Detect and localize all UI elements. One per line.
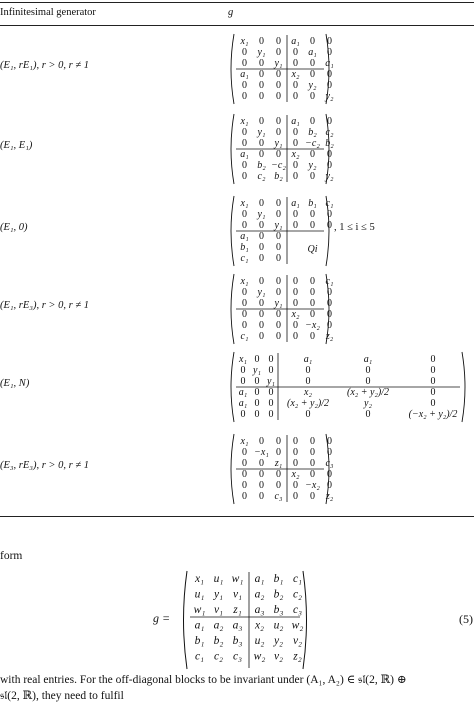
matrix-entry: (x₂ + y₂)/2 [286,398,330,409]
matrix-entry: 0 [293,160,298,171]
matrix-entry: 0 [293,331,298,342]
matrix-svg-E1N [228,350,468,426]
matrix-entry: u₁ [194,588,205,601]
matrix-entry: 0 [430,354,436,365]
matrix-entry: 0 [310,276,315,287]
matrix-entry: x₁ [240,116,249,127]
matrix-entry: 0 [259,480,264,491]
matrix-entry: y₂ [325,171,334,182]
matrix-entry: x₂ [291,69,300,80]
matrix-entry: a₁ [291,198,300,209]
matrix-entry: 0 [276,320,281,331]
matrix-entry: y₂ [273,635,284,647]
matrix-entry: 0 [327,480,332,491]
matrix-entry: 0 [310,458,315,469]
matrix-entry: y₂ [364,398,372,409]
matrix-entry: 0 [254,376,260,387]
matrix-entry: a₃ [254,604,265,616]
matrix-entry: 0 [259,116,264,127]
matrix-entry: 0 [310,171,315,182]
matrix-entry: 0 [276,436,281,447]
matrix-entry: 0 [310,209,315,220]
matrix-entry: 0 [310,447,315,458]
matrix-entry: y₂ [308,160,317,171]
matrix-entry: 0 [276,253,281,264]
matrix-entry: a₁ [308,47,317,58]
matrix-entry: z₂ [293,650,302,663]
left-paren [231,274,234,344]
matrix-entry: 0 [240,409,246,420]
matrix-entry: 0 [276,36,281,47]
matrix-entry: x₂ [291,469,300,480]
matrix-entry: a₁ [238,387,248,398]
left-paren [231,196,234,266]
matrix-entry: 0 [430,365,436,376]
matrix-entry: z₂ [325,491,334,502]
matrix-entry: x₁ [240,198,249,209]
left-paren [231,434,234,504]
table-header-rule [0,25,474,26]
matrix-entry: (−x₂ + y₂)/2 [408,409,458,420]
matrix-entry: 0 [293,47,298,58]
matrix-entry: 0 [259,320,264,331]
matrix-entry: 0 [276,480,281,491]
matrix-entry: 0 [242,58,247,69]
matrix-entry: 0 [310,469,315,480]
matrix-entry: c₁ [292,573,303,585]
matrix-entry: x₁ [240,436,249,447]
matrix-entry: x₁ [194,573,205,585]
matrix-entry: 0 [240,365,246,376]
matrix-entry: 0 [305,365,311,376]
matrix-entry: 0 [268,409,274,420]
matrix-entry: 0 [327,149,332,160]
matrix-E3rE3 [228,432,332,508]
matrix-entry: 0 [310,91,315,102]
matrix-entry: 0 [276,91,281,102]
matrix-entry: 0 [276,276,281,287]
matrix-entry: y₁ [274,220,283,231]
matrix-entry: 0 [293,171,298,182]
matrix-entry: 0 [242,298,247,309]
general-matrix [180,569,310,671]
row-label-E1rE3: (E₁, rE₃), r > 0, r ≠ 1 [0,300,89,311]
matrix-entry: 0 [365,365,371,376]
matrix-entry: b₁ [273,573,284,585]
matrix-entry: 0 [259,491,264,502]
left-paren [184,571,188,669]
matrix-entry: 0 [259,58,264,69]
matrix-entry: c₃ [325,458,334,469]
right-paren [303,571,307,669]
matrix-entry: 0 [259,458,264,469]
matrix-entry: −c₂ [305,138,320,149]
matrix-entry: 0 [276,331,281,342]
matrix-entry: 0 [276,127,281,138]
matrix-entry: 0 [310,149,315,160]
matrix-entry: 0 [240,376,246,387]
matrix-entry: 0 [327,320,332,331]
matrix-entry: 0 [259,149,264,160]
matrix-entry: w₂ [291,619,304,632]
matrix-entry: 0 [242,47,247,58]
matrix-entry: v₂ [273,650,284,663]
matrix-entry: 0 [276,447,281,458]
matrix-E1rE3 [228,272,332,348]
matrix-entry: 0 [259,80,264,91]
matrix-entry: 0 [242,491,247,502]
matrix-entry: u₂ [273,619,284,632]
matrix-entry: 0 [327,80,332,91]
matrix-E1E1 [228,112,332,188]
table-bottom-rule [0,516,474,517]
matrix-entry: 0 [276,116,281,127]
matrix-entry: 0 [293,276,298,287]
matrix-entry: 0 [276,149,281,160]
matrix-entry: 0 [242,320,247,331]
matrix-entry: 0 [430,376,436,387]
matrix-entry: b₃ [232,635,243,647]
matrix-entry: c₁ [240,253,249,264]
matrix-entry: 0 [293,209,298,220]
matrix-entry: b₃ [273,604,284,616]
matrix-entry: 0 [310,436,315,447]
matrix-entry: a₁ [240,69,249,80]
matrix-entry: a₂ [254,588,265,601]
matrix-entry: v₂ [292,635,303,647]
matrix-entry: y₂ [308,80,317,91]
matrix-entry: 0 [293,91,298,102]
matrix-entry: v₁ [232,588,243,601]
matrix-entry: 0 [276,80,281,91]
left-paren [231,34,234,104]
matrix-svg-E1rE1 [228,32,332,108]
matrix-entry: c₂ [325,127,334,138]
matrix-entry: 0 [293,480,298,491]
matrix-entry: 0 [259,69,264,80]
matrix-entry: 0 [293,287,298,298]
matrix-entry: b₂ [257,160,266,171]
matrix-entry: 0 [327,447,332,458]
matrix-E10 [228,194,332,270]
block-Qi: Qi [307,244,318,255]
matrix-entry: −c₂ [271,160,286,171]
matrix-entry: 0 [242,287,247,298]
matrix-entry: 0 [310,36,315,47]
matrix-entry: x₂ [291,309,300,320]
matrix-entry: z₁ [274,458,283,469]
matrix-entry: 0 [276,242,281,253]
matrix-entry: u₁ [213,573,224,585]
matrix-entry: −x₂ [305,320,320,331]
matrix-entry: 0 [293,138,298,149]
matrix-entry: 0 [276,231,281,242]
matrix-entry: 0 [259,36,264,47]
matrix-entry: a₁ [291,116,300,127]
matrix-entry: y₁ [274,58,283,69]
matrix-entry: 0 [327,220,332,231]
matrix-entry: b₂ [273,588,284,601]
matrix-entry: a₁ [303,354,313,365]
matrix-entry: 0 [259,138,264,149]
matrix-entry: 0 [242,138,247,149]
matrix-entry: 0 [293,491,298,502]
paragraph-line-2: 𝔰𝔩(2, ℝ), they need to fulfil [0,690,124,702]
matrix-entry: c₂ [292,588,303,601]
matrix-entry: 0 [293,436,298,447]
matrix-entry: 0 [259,436,264,447]
matrix-entry: y₂ [325,91,334,102]
matrix-entry: 0 [430,387,436,398]
matrix-entry: 0 [242,91,247,102]
matrix-entry: 0 [259,469,264,480]
matrix-entry: a₁ [240,231,249,242]
matrix-entry: 0 [327,36,332,47]
matrix-entry: y₁ [257,287,266,298]
matrix-entry: 0 [327,69,332,80]
matrix-entry: c₁ [325,198,334,209]
matrix-entry: 0 [310,116,315,127]
matrix-entry: 0 [327,47,332,58]
paragraph-line-1: with real entries. For the off-diagonal blocks to be invariant under (A₁, A₂) ∈ 𝔰𝔩(2, ℝ) ⊕ [0,674,407,686]
matrix-entry: y₁ [274,138,283,149]
table-top-rule [0,2,474,3]
matrix-entry: 0 [276,47,281,58]
matrix-entry: 0 [259,309,264,320]
matrix-entry: 0 [276,309,281,320]
matrix-entry: u₂ [254,635,265,647]
matrix-entry: c₁ [325,276,334,287]
matrix-entry: 0 [268,387,274,398]
matrix-entry: b₂ [213,635,224,647]
matrix-entry: 0 [242,309,247,320]
matrix-svg-E1rE3 [228,272,332,348]
matrix-entry: 0 [259,242,264,253]
matrix-entry: c₂ [213,650,224,663]
matrix-entry: y₁ [213,588,224,601]
matrix-entry: 0 [327,298,332,309]
matrix-entry: a₁ [240,149,249,160]
matrix-entry: 0 [310,298,315,309]
matrix-entry: 0 [259,298,264,309]
matrix-entry: a₁ [363,354,373,365]
matrix-entry: 0 [327,436,332,447]
matrix-entry: 0 [310,491,315,502]
row-label-E3rE3: (E₃, rE₃), r > 0, r ≠ 1 [0,460,89,471]
matrix-entry: 0 [327,287,332,298]
row-label-E1rE1: (E₁, rE₁), r > 0, r ≠ 1 [0,60,89,71]
matrix-entry: w₁ [231,573,244,585]
matrix-entry: b₂ [325,138,334,149]
matrix-entry: 0 [293,127,298,138]
matrix-entry: b₁ [194,635,205,647]
matrix-entry: a₁ [254,573,265,585]
matrix-entry: 0 [259,231,264,242]
matrix-entry: 0 [254,354,260,365]
matrix-entry: y₁ [267,376,275,387]
matrix-entry: 0 [268,398,274,409]
matrix-entry: 0 [310,287,315,298]
matrix-entry: 0 [268,365,274,376]
matrix-entry: 0 [310,58,315,69]
matrix-entry: 0 [242,469,247,480]
matrix-entry: a₁ [291,36,300,47]
matrix-entry: c₁ [194,650,205,663]
matrix-entry: 0 [259,220,264,231]
matrix-entry: −x₂ [305,480,320,491]
matrix-entry: 0 [242,160,247,171]
matrix-entry: x₂ [304,387,312,398]
matrix-entry: 0 [276,469,281,480]
header-generator: Infinitesimal generator [0,7,96,18]
matrix-entry: 0 [365,409,371,420]
matrix-entry: w₁ [193,604,206,616]
matrix-entry: x₁ [240,276,249,287]
header-g: g [228,7,234,18]
matrix-entry: x₁ [239,354,247,365]
matrix-entry: z₂ [325,331,334,342]
matrix-entry: 0 [254,398,260,409]
matrix-svg-E1E1 [228,112,332,188]
left-paren [231,114,234,184]
matrix-E1N [228,350,468,426]
matrix-entry: 0 [305,409,311,420]
matrix-entry: c₃ [274,491,283,502]
matrix-entry: 0 [293,80,298,91]
matrix-entry: c₂ [257,171,266,182]
matrix-svg-E10 [228,194,332,270]
matrix-entry: 0 [276,198,281,209]
form-word: form [0,550,23,562]
matrix-entry: 0 [242,447,247,458]
matrix-entry: 0 [254,409,260,420]
matrix-entry: 0 [293,298,298,309]
matrix-entry: v₁ [213,604,224,616]
matrix-entry: 0 [293,458,298,469]
matrix-entry: x₂ [254,619,265,632]
matrix-entry: 0 [305,376,311,387]
matrix-entry: 0 [242,127,247,138]
matrix-entry: 0 [259,198,264,209]
matrix-entry: c₁ [240,331,249,342]
matrix-entry: 0 [293,447,298,458]
matrix-entry: c₃ [232,650,243,663]
matrix-entry: 0 [327,469,332,480]
matrix-entry: 0 [242,171,247,182]
row-label-E1N: (E₁, N) [0,378,30,389]
matrix-entry: x₁ [240,36,249,47]
matrix-entry: 0 [327,309,332,320]
row-label-E10: (E₁, 0) [0,222,28,233]
matrix-entry: 0 [276,287,281,298]
matrix-entry: 0 [242,480,247,491]
general-matrix-svg [180,569,310,671]
row-suffix-E10: , 1 ≤ i ≤ 5 [334,222,375,233]
matrix-entry: y₁ [253,365,261,376]
row-label-E1E1: (E₁, E₁) [0,140,33,151]
matrix-entry: 0 [242,80,247,91]
matrix-entry: 0 [293,58,298,69]
matrix-entry: 0 [293,220,298,231]
matrix-entry: b₂ [308,127,317,138]
matrix-entry: y₁ [257,47,266,58]
matrix-entry: 0 [276,69,281,80]
matrix-entry: 0 [310,309,315,320]
matrix-entry: b₂ [274,171,283,182]
matrix-entry: y₁ [274,298,283,309]
matrix-entry: 0 [259,253,264,264]
matrix-entry: 0 [276,209,281,220]
matrix-entry: (x₂ + y₂)/2 [346,387,390,398]
matrix-entry: 0 [259,276,264,287]
matrix-entry: 0 [242,209,247,220]
matrix-entry: 0 [310,220,315,231]
matrix-entry: 0 [268,354,274,365]
matrix-entry: 0 [310,331,315,342]
equation-lhs: g = [153,611,171,625]
matrix-entry: b₁ [240,242,249,253]
matrix-entry: 0 [254,387,260,398]
equation-number: (5) [459,612,473,626]
matrix-entry: −x₁ [254,447,269,458]
matrix-entry: z₁ [233,604,242,616]
matrix-entry: 0 [259,331,264,342]
matrix-entry: 0 [327,116,332,127]
left-paren [231,352,234,422]
matrix-entry: c₃ [292,604,303,616]
matrix-entry: a₁ [325,58,334,69]
matrix-entry: a₁ [238,398,248,409]
matrix-entry: y₁ [257,127,266,138]
matrix-entry: a₂ [213,619,224,632]
matrix-entry: 0 [242,458,247,469]
matrix-entry: 0 [293,320,298,331]
matrix-svg-E3rE3 [228,432,332,508]
matrix-entry: 0 [430,398,436,409]
matrix-entry: a₃ [232,619,243,632]
matrix-entry: 0 [259,91,264,102]
matrix-E1rE1 [228,32,332,108]
matrix-entry: w₂ [253,650,266,663]
matrix-entry: x₂ [291,149,300,160]
matrix-entry: 0 [310,69,315,80]
matrix-entry: a₁ [194,619,205,632]
matrix-entry: b₁ [308,198,317,209]
matrix-entry: 0 [327,209,332,220]
right-paren [462,352,465,422]
matrix-entry: 0 [365,376,371,387]
matrix-entry: 0 [327,160,332,171]
matrix-entry: 0 [242,220,247,231]
matrix-entry: y₁ [257,209,266,220]
